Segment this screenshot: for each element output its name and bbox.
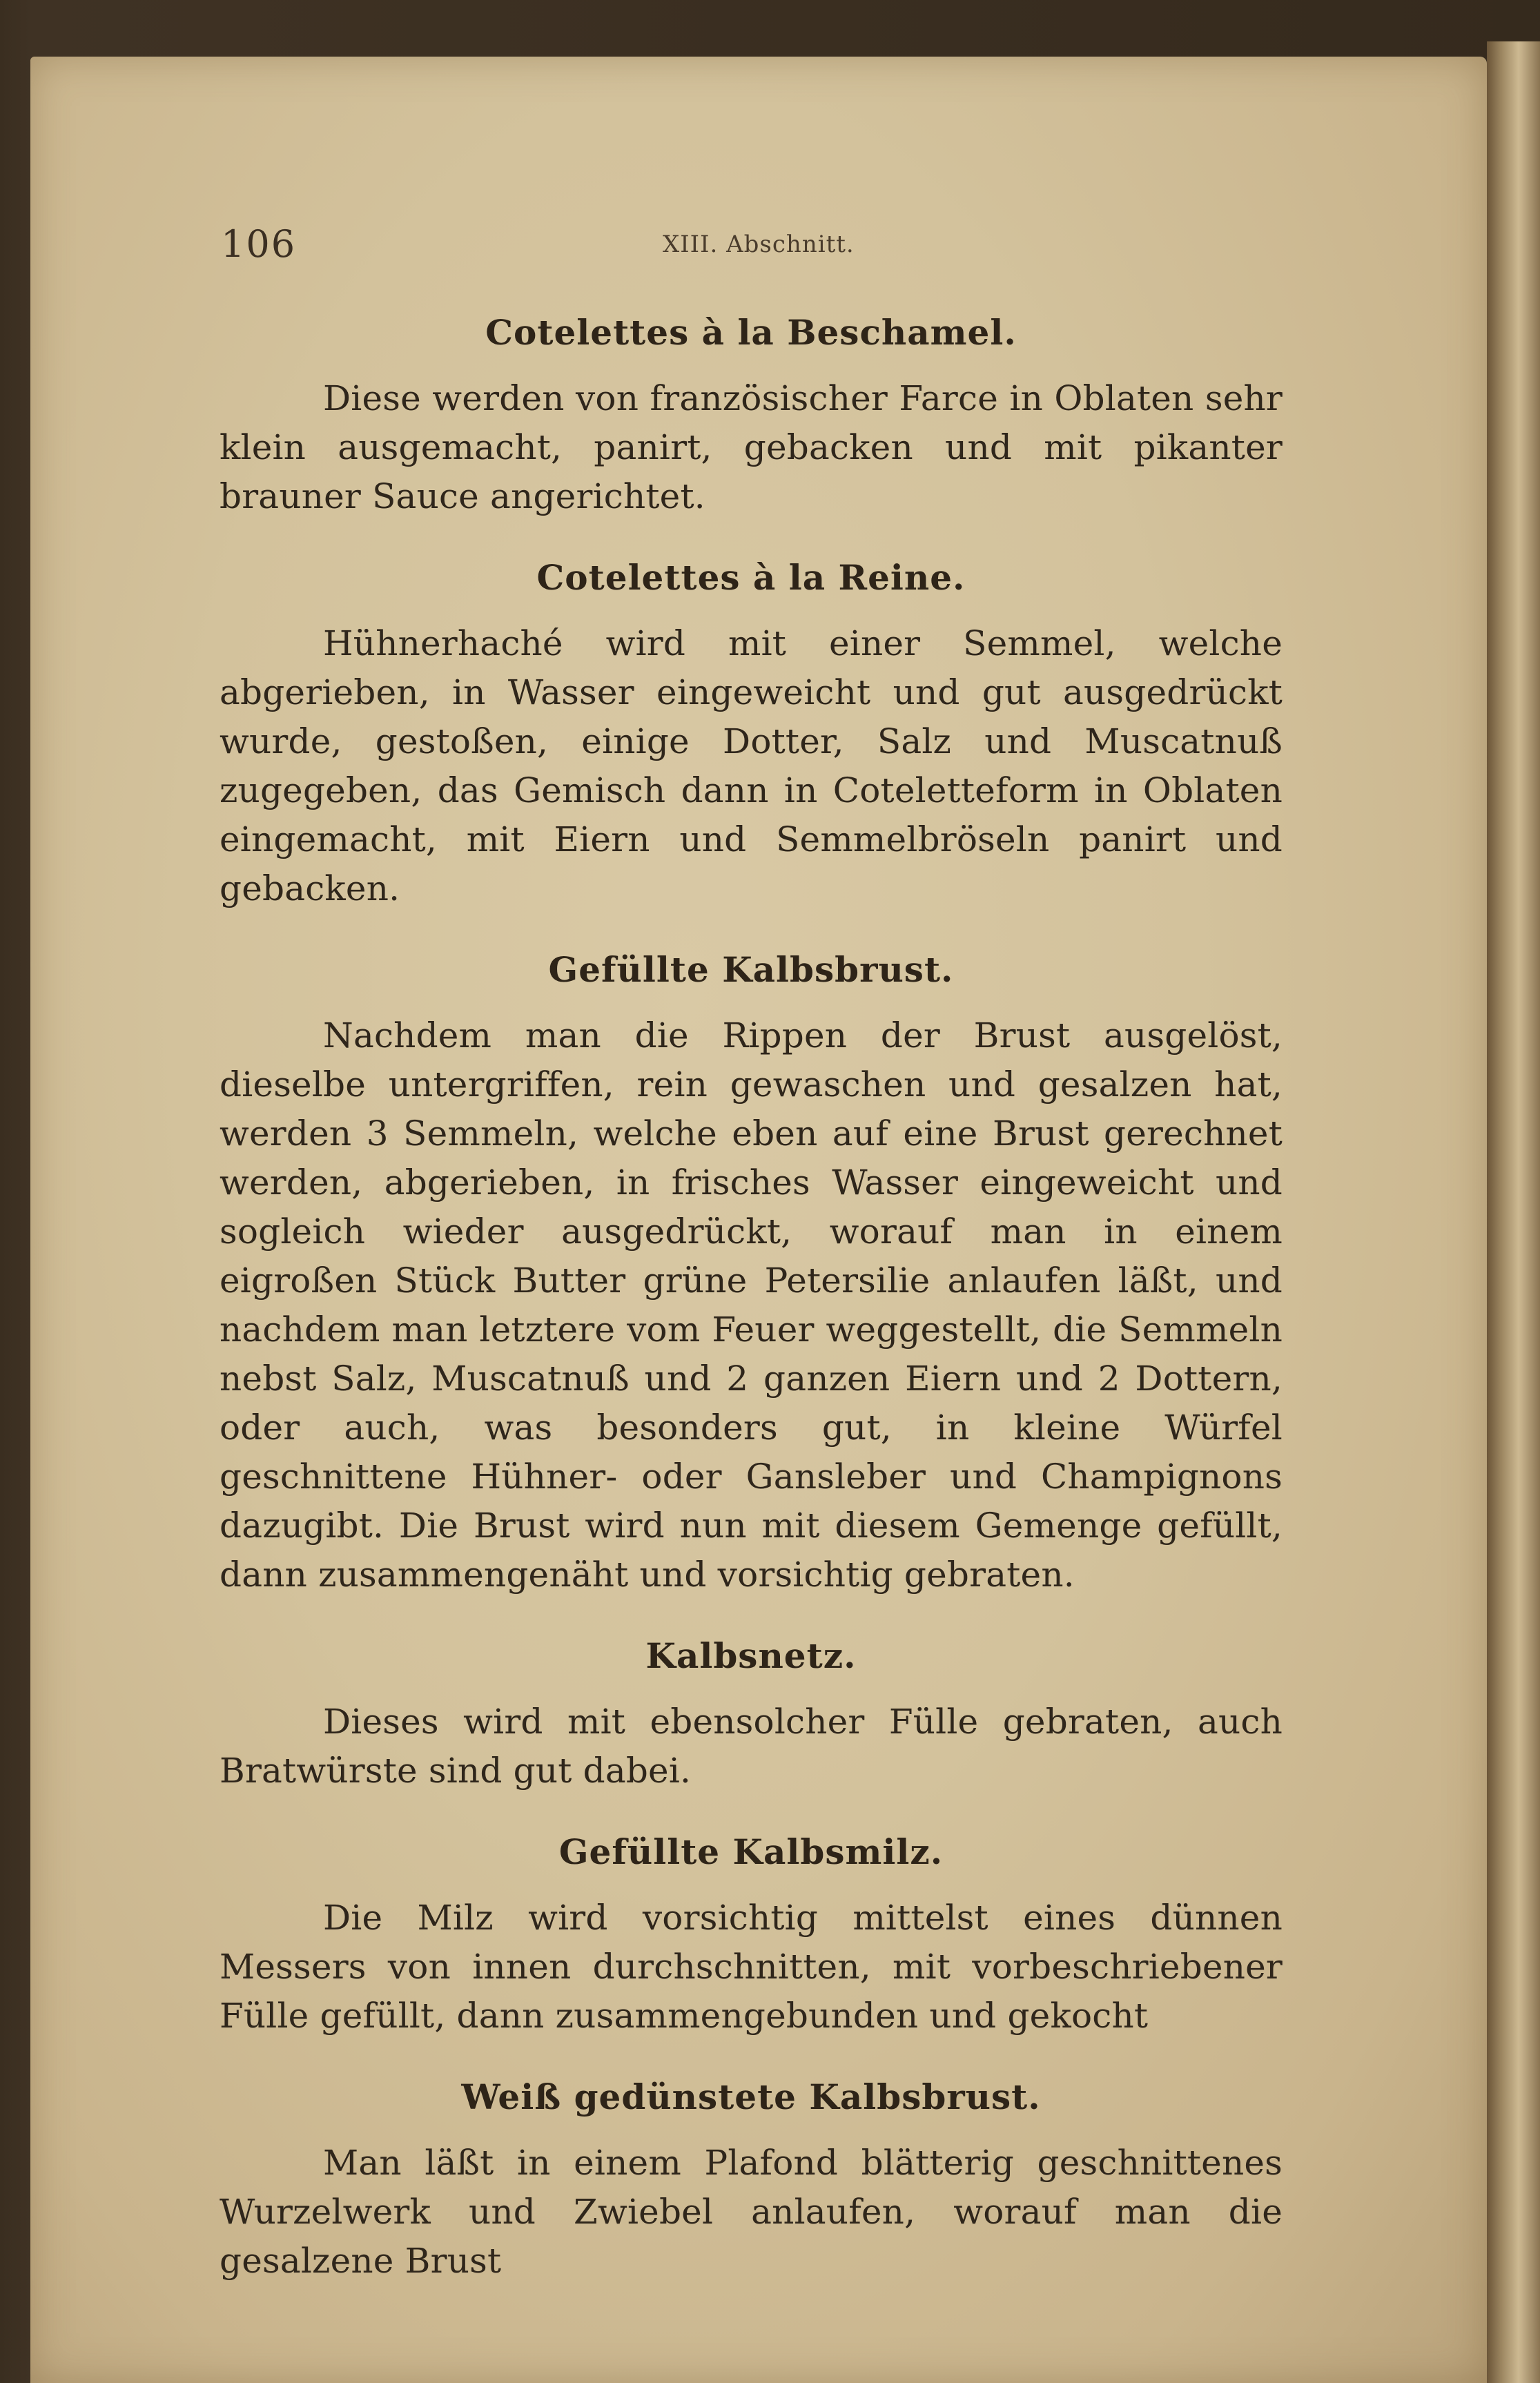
page-content	[220, 304, 1283, 2286]
recipe-section	[220, 2068, 1283, 2286]
recipe-section	[220, 1627, 1283, 1796]
running-head: XIII. Abschnitt.	[663, 231, 855, 258]
section-title: Gefüllte Kalbsbrust.	[548, 949, 954, 990]
recipe-section	[220, 304, 1283, 521]
section-body: Diese werden von französischer Farce in Oblaten sehr klein ausgemacht, panirt, gebacken und mit pikanter brauner Sauce angerichtet.	[220, 378, 1283, 516]
section-title: Cotelettes à la Reine.	[536, 557, 966, 598]
section-body: Die Milz wird vorsichtig mittelst eines dünnen Messers von innen durchschnitten, mit vorbeschriebener Fülle gefüllt, dann zusammengebunden und gekocht	[220, 1898, 1283, 2036]
section-body: Nachdem man die Rippen der Brust ausgelöst, dieselbe untergriffen, rein gewaschen und gesalzen hat, werden 3 Semmeln, welche eben auf eine Brust gerechnet werden, abgerieben, in frisches Wasser eingeweicht und sogleich wieder ausgedrückt, worauf man in einem eigroßen Stück Butter grüne Petersilie anlaufen läßt, und nachdem man letztere vom Feuer weggestellt, die Semmeln nebst Salz, Muscatnuß und 2 ganzen Eiern und 2 Dottern, oder auch, was besonders gut, in kleine Würfel geschnittene Hühner- oder Gansleber und Champignons dazugibt. Die Brust wird nun mit diesem Gemenge gefüllt, dann zusammengenäht und vorsichtig gebraten.	[220, 1015, 1283, 1595]
section-body: Hühnerhaché wird mit einer Semmel, welche abgerieben, in Wasser eingeweicht und gut ausgedrückt wurde, gestoßen, einige Dotter, Salz und Muscatnuß zugegeben, das Gemisch dann in Coteletteform in Oblaten eingemacht, mit Eiern und Semmelbröseln panirt und gebacken.	[220, 623, 1283, 908]
recipe-section	[220, 1823, 1283, 2041]
recipe-section	[220, 549, 1283, 913]
recipe-section	[220, 941, 1283, 1599]
section-title: Gefüllte Kalbsmilz.	[558, 1831, 944, 1872]
page-number: 106	[221, 222, 297, 266]
section-title: Weiß gedünstete Kalbsbrust.	[461, 2076, 1041, 2117]
page-header	[221, 222, 1284, 278]
section-title: Kalbsnetz.	[645, 1635, 857, 1676]
section-body: Man läßt in einem Plafond blätterig geschnittenes Wurzelwerk und Zwiebel anlaufen, worauf man die gesalzene Brust	[220, 2143, 1283, 2281]
section-body: Dieses wird mit ebensolcher Fülle gebraten, auch Bratwürste sind gut dabei.	[220, 1702, 1283, 1791]
next-page-edge	[1487, 41, 1540, 2383]
section-title: Cotelettes à la Beschamel.	[485, 312, 1017, 353]
